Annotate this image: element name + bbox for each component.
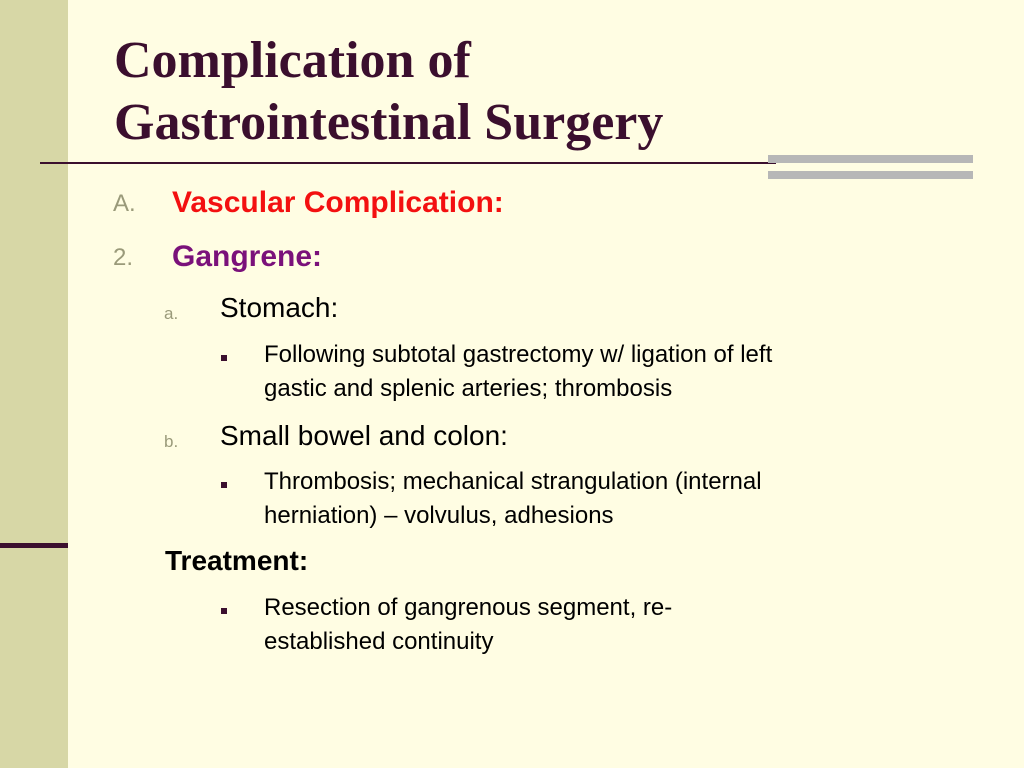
outline-marker-sub-a: a. [164, 304, 179, 323]
slide-title-line-2: Gastrointestinal Surgery [114, 94, 664, 151]
slide-title [114, 30, 774, 154]
bullet-treatment-detail [264, 591, 984, 659]
outline-marker-2: 2. [113, 244, 134, 271]
outline-sub-small-bowel: Small bowel and colon: [220, 420, 508, 451]
bullet-stomach-line-2: gastic and splenic arteries; thrombosis [264, 375, 673, 402]
outline-heading-vascular: Vascular Complication: [172, 186, 504, 219]
title-underline [40, 162, 776, 164]
bullet-stomach-line-1: Following subtotal gastrectomy w/ ligation of left [264, 341, 773, 368]
square-bullet-icon [221, 608, 227, 614]
outline-marker-a: A. [113, 190, 136, 217]
square-bullet-icon [221, 482, 227, 488]
square-bullet-icon [221, 355, 227, 361]
left-band-divider [0, 543, 68, 548]
bullet-small-bowel-line-2: herniation) – volvulus, adhesions [264, 502, 614, 529]
treatment-heading: Treatment: [165, 545, 309, 576]
outline-sub-stomach: Stomach: [220, 292, 339, 323]
bullet-stomach-detail [264, 338, 984, 406]
left-accent-band [0, 0, 68, 768]
outline-marker-sub-b: b. [164, 432, 179, 451]
bullet-treatment-line-1: Resection of gangrenous segment, re- [264, 594, 673, 621]
title-accent-bar-bottom [768, 171, 973, 179]
bullet-treatment-line-2: established continuity [264, 628, 494, 655]
bullet-small-bowel-line-1: Thrombosis; mechanical strangulation (internal [264, 468, 762, 495]
outline-heading-gangrene: Gangrene: [172, 240, 323, 273]
slide-title-line-1: Complication of [114, 32, 471, 89]
bullet-small-bowel-detail [264, 465, 984, 533]
title-accent-bar-top [768, 155, 973, 163]
